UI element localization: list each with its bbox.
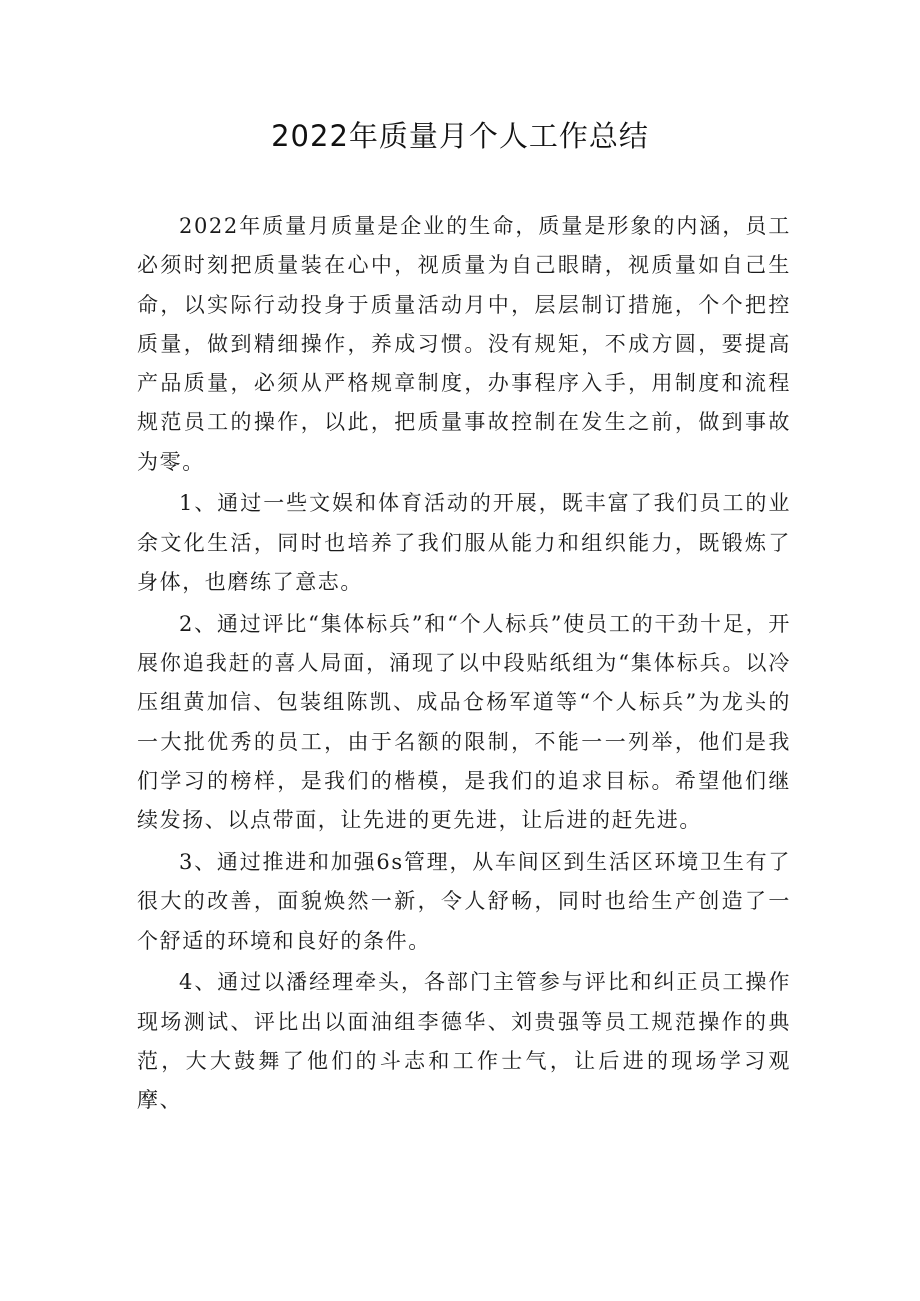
paragraph-item-2: 2、通过评比“集体标兵”和“个人标兵”使员工的干劲十足，开展你追我赶的喜人局面，涌现了以中段贴纸组为“集体标兵。以冷压组黄加信、包装组陈凯、成品仓杨军道等“个人标兵”为龙头的一大批优秀的员工，由于名额的限制，不能一一列举，他们是我们学习的榜样，是我们的楷模，是我们的追求目标。希望他们继续发扬、以点带面，让先进的更先进，让后进的赶先进。 bbox=[137, 611, 791, 833]
paragraph-item-4: 4、通过以潘经理牵头，各部门主管参与评比和纠正员工操作现场测试、评比出以面油组李德华、刘贵强等员工规范操作的典范，大大鼓舞了他们的斗志和工作士气，让后进的现场学习观摩、 bbox=[137, 970, 791, 1113]
paragraph-item-3: 3、通过推进和加强6s管理，从车间区到生活区环境卫生有了很大的改善，面貌焕然一新，令人舒畅，同时也给生产创造了一个舒适的环境和良好的条件。 bbox=[137, 849, 791, 953]
document-body bbox=[137, 207, 791, 1123]
paragraph-intro: 2022年质量月质量是企业的生命，质量是形象的内涵，员工必须时刻把质量装在心中，视质量为自己眼睛，视质量如自己生命，以实际行动投身于质量活动月中，层层制订措施，个个把控质量，做到精细操作，养成习惯。没有规矩，不成方圆，要提高产品质量，必须从严格规章制度，办事程序入手，用制度和流程规范员工的操作，以此，把质量事故控制在发生之前，做到事故为零。 bbox=[137, 214, 791, 474]
paragraph-item-1: 1、通过一些文娱和体育活动的开展，既丰富了我们员工的业余文化生活，同时也培养了我们服从能力和组织能力，既锻炼了身体，也磨练了意志。 bbox=[137, 491, 791, 595]
document-title: 2022年质量月个人工作总结 bbox=[271, 119, 649, 153]
